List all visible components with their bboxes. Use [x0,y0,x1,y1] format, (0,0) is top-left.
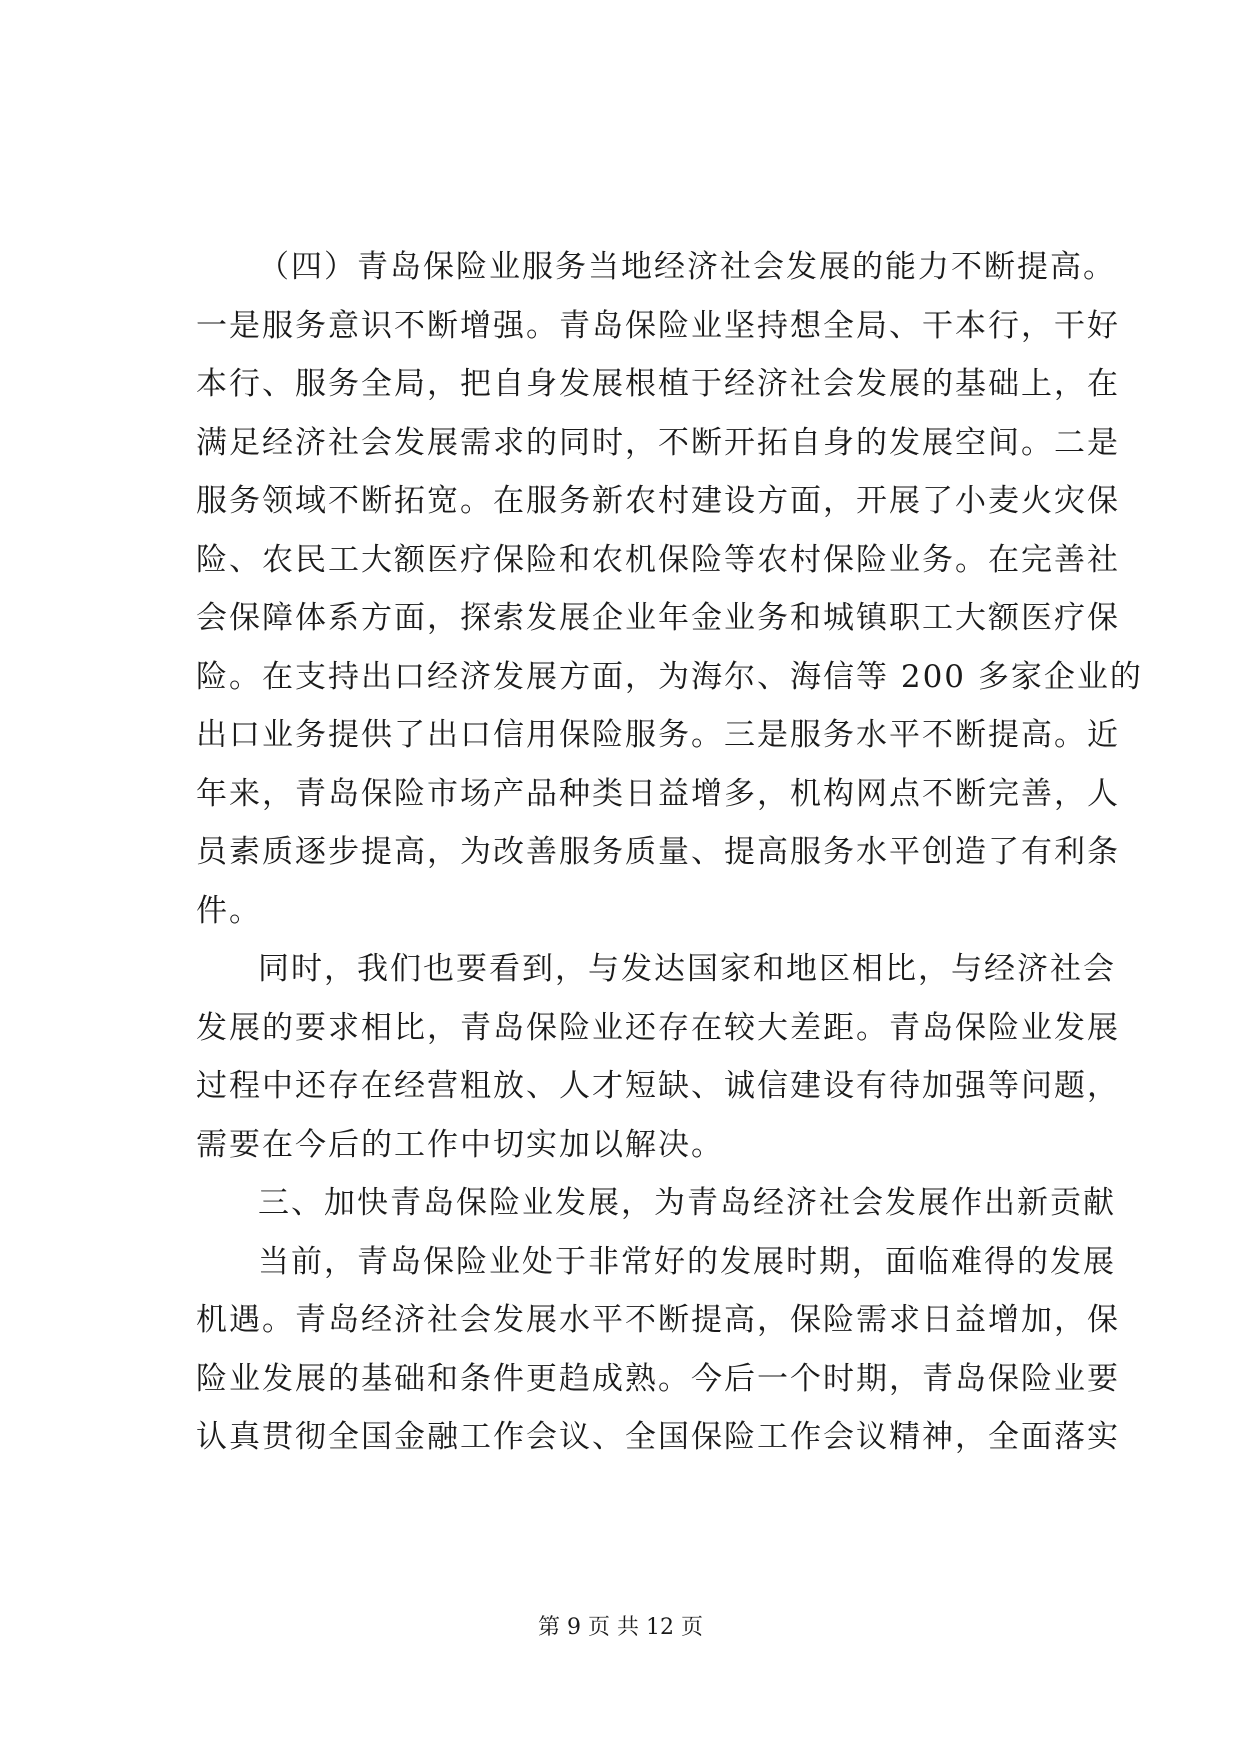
text-line: 件。 [196,892,262,929]
text-line: 需要在今后的工作中切实加以解决。 [196,1126,724,1163]
text-line: 机遇。青岛经济社会发展水平不断提高，保险需求日益增加，保 [196,1302,1120,1338]
text-line: 险、农民工大额医疗保险和农机保险等农村保险业务。在完善社 [196,541,1120,578]
text-line: 同时，我们也要看到，与发达国家和地区相比，与经济社会 [258,951,1116,987]
text-line: 过程中还存在经营粗放、人才短缺、诚信建设有待加强等问题， [196,1068,1120,1104]
text-line: 满足经济社会发展需求的同时，不断开拓自身的发展空间。二是 [196,424,1120,461]
text-line: 会保障体系方面，探索发展企业年金业务和城镇职工大额医疗保 [196,600,1120,636]
text-line: 三、加快青岛保险业发展，为青岛经济社会发展作出新贡献 [258,1185,1116,1221]
page-footer: 第 9 页 共 12 页 [538,1615,703,1640]
text-line: 险。在支持出口经济发展方面，为海尔、海信等 200 多家企业的 [196,658,1143,695]
text-line: 年来，青岛保险市场产品种类日益增多，机构网点不断完善，人 [196,775,1120,812]
text-line: 一是服务意识不断增强。青岛保险业坚持想全局、干本行，干好 [196,307,1120,344]
text-line: 本行、服务全局，把自身发展根植于经济社会发展的基础上，在 [196,366,1120,402]
text-line: 认真贯彻全国金融工作会议、全国保险工作会议精神，全面落实 [196,1419,1120,1455]
text-line: 服务领域不断拓宽。在服务新农村建设方面，开展了小麦火灾保 [196,483,1120,519]
text-line: （四）青岛保险业服务当地经济社会发展的能力不断提高。 [258,249,1116,285]
text-line: 员素质逐步提高，为改善服务质量、提高服务水平创造了有利条 [196,834,1120,870]
text-line: 出口业务提供了出口信用保险服务。三是服务水平不断提高。近 [196,717,1120,753]
text-line: 当前，青岛保险业处于非常好的发展时期，面临难得的发展 [258,1243,1116,1280]
text-line: 险业发展的基础和条件更趋成熟。今后一个时期，青岛保险业要 [196,1360,1120,1397]
text-line: 发展的要求相比，青岛保险业还存在较大差距。青岛保险业发展 [196,1009,1120,1046]
